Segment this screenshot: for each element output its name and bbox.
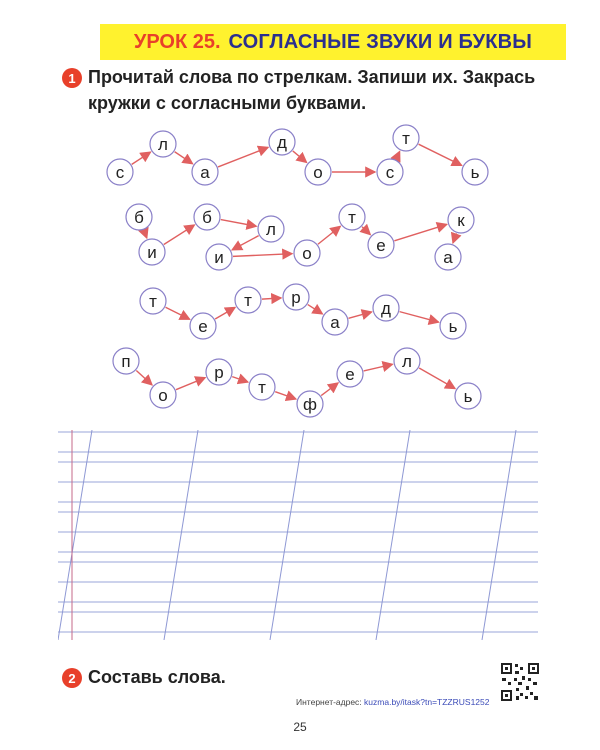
letter-label: т — [149, 292, 157, 311]
letter-circle[interactable] — [368, 232, 394, 258]
arrow-icon — [175, 152, 193, 164]
letter-label: б — [202, 208, 212, 227]
arrow-icon — [164, 225, 195, 244]
letter-label: а — [443, 248, 453, 267]
url-label: Интернет-адрес: — [296, 697, 365, 707]
letter-label: а — [200, 163, 210, 182]
letter-label: и — [214, 248, 224, 267]
letter-circle[interactable] — [455, 383, 481, 409]
arrow-icon — [453, 233, 456, 243]
page-number: 25 — [293, 720, 307, 734]
letter-circle[interactable] — [269, 129, 295, 155]
arrow-icon — [132, 152, 151, 164]
arrow-icon — [166, 307, 190, 319]
letter-circle[interactable] — [440, 313, 466, 339]
letter-circle[interactable] — [283, 284, 309, 310]
letter-label: ь — [470, 163, 480, 182]
letter-circle[interactable] — [235, 287, 261, 313]
lesson-title: СОГЛАСНЫЕ ЗВУКИ И БУКВЫ — [228, 30, 533, 53]
letter-circle[interactable] — [190, 313, 216, 339]
lesson-number: УРОК 25. — [133, 30, 221, 53]
letter-label: ф — [303, 395, 317, 414]
letter-label: б — [134, 208, 144, 227]
arrow-icon — [349, 312, 372, 318]
arrow-icon — [275, 392, 296, 399]
writing-grid — [58, 430, 538, 640]
letter-label: л — [158, 135, 168, 154]
letter-label: е — [345, 365, 355, 384]
letter-circle[interactable] — [394, 348, 420, 374]
arrow-icon — [233, 254, 292, 257]
letter-label: л — [266, 220, 276, 239]
url-link[interactable]: kuzma.by/itask?tn=TZZRUS1252 — [364, 697, 490, 707]
letter-label: т — [348, 208, 356, 227]
letter-circle[interactable] — [206, 244, 232, 270]
arrow-icon — [419, 144, 462, 165]
arrow-icon — [364, 364, 393, 371]
letter-label: п — [121, 352, 131, 371]
task2-number-icon: 2 — [62, 668, 82, 688]
letter-circle[interactable] — [150, 382, 176, 408]
letter-label: ь — [448, 317, 458, 336]
letter-circle[interactable] — [194, 204, 220, 230]
arrow-icon — [394, 224, 446, 240]
letter-label: т — [258, 378, 266, 397]
letter-label: т — [402, 129, 410, 148]
arrow-icon — [308, 305, 323, 314]
letter-label: о — [302, 244, 312, 263]
arrow-icon — [144, 230, 147, 238]
letter-circle[interactable] — [107, 159, 133, 185]
arrow-icon — [362, 227, 370, 235]
letter-label: а — [330, 313, 340, 332]
arrow-icon — [396, 152, 400, 160]
arrow-icon — [321, 383, 338, 396]
letter-circle[interactable] — [339, 204, 365, 230]
letter-circle[interactable] — [126, 204, 152, 230]
arrow-icon — [232, 236, 258, 250]
letter-circle[interactable] — [206, 359, 232, 385]
task1-instruction-line1: Прочитай слова по стрелкам. Запиши их. Закрась — [88, 67, 536, 87]
letter-circle[interactable] — [297, 391, 323, 417]
task2-instruction: Составь слова. — [88, 667, 226, 687]
letter-label: о — [158, 386, 168, 405]
letter-circle[interactable] — [322, 309, 348, 335]
letter-label: е — [376, 236, 386, 255]
letter-circle[interactable] — [462, 159, 488, 185]
letter-label: е — [198, 317, 208, 336]
letter-circle[interactable] — [337, 361, 363, 387]
letter-circle[interactable] — [305, 159, 331, 185]
letter-circle[interactable] — [139, 239, 165, 265]
letter-circle[interactable] — [192, 159, 218, 185]
arrow-icon — [215, 308, 235, 319]
letter-label: с — [115, 163, 125, 182]
internet-address — [296, 697, 489, 707]
letter-label: и — [147, 243, 157, 262]
arrow-icon — [262, 298, 281, 299]
letter-label: р — [291, 288, 301, 307]
letter-circle[interactable] — [393, 125, 419, 151]
arrow-icon — [221, 220, 256, 227]
letter-label: л — [402, 352, 412, 371]
letter-circle[interactable] — [373, 295, 399, 321]
letter-label: д — [381, 299, 391, 318]
qr-code-icon[interactable] — [500, 662, 540, 702]
letter-label: д — [277, 133, 287, 152]
letter-circle[interactable] — [113, 348, 139, 374]
letter-label: с — [385, 163, 395, 182]
letter-circle[interactable] — [140, 288, 166, 314]
letter-circle[interactable] — [258, 216, 284, 242]
arrow-icon — [136, 370, 152, 384]
arrow-icon — [318, 226, 340, 244]
letter-circle[interactable] — [294, 240, 320, 266]
task1-instruction-line2: кружки с согласными буквами. — [88, 93, 367, 113]
letter-label: к — [457, 211, 465, 230]
letter-circle[interactable] — [448, 207, 474, 233]
arrow-icon — [176, 378, 205, 390]
letter-label: о — [313, 163, 323, 182]
letter-label: т — [244, 291, 252, 310]
letter-label: ь — [463, 387, 473, 406]
task1-number-icon: 1 — [62, 68, 82, 88]
arrow-icon — [293, 151, 307, 162]
letter-circle[interactable] — [377, 159, 403, 185]
arrow-icon — [419, 368, 455, 389]
arrow-icon — [400, 312, 439, 322]
letter-circle[interactable] — [150, 131, 176, 157]
arrow-icon — [218, 147, 268, 166]
letter-label: р — [214, 363, 224, 382]
arrow-icon — [232, 377, 248, 382]
letter-circle[interactable] — [435, 244, 461, 270]
letter-circle[interactable] — [249, 374, 275, 400]
